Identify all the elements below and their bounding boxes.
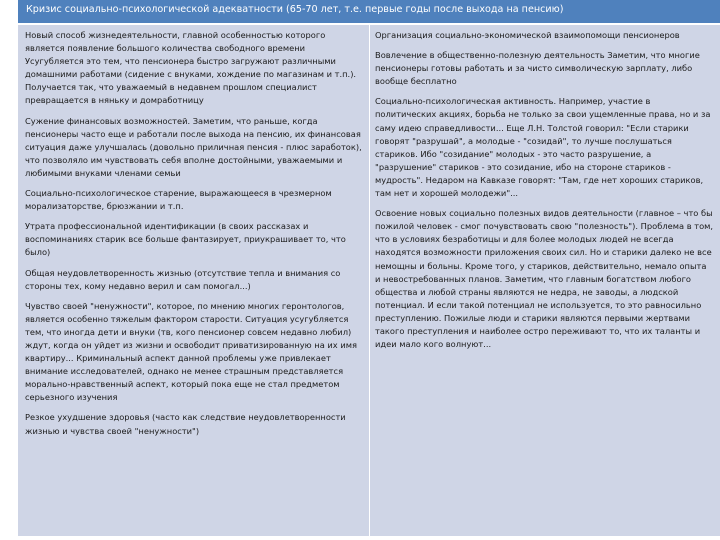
right-column: [370, 25, 720, 536]
left-paragraph: Сужение финансовых возможностей. Заметим, что раньше, когда пенсионеры часто еще и работали после выхода на пенсию, их финансовая ситуация даже улучшалась (довольно приличная пенсия - плюс заработок), что позволяло им чувствовать себя вполне достойными, уважаемыми и любимыми внуками членами семьи: [25, 115, 362, 178]
right-paragraph: Организация социально-экономической взаимопомощи пенсионеров: [375, 30, 680, 40]
left-column: [18, 25, 369, 536]
slide-title: Кризис социально-психологической адекватности (65-70 лет, т.е. первые годы после выхода на пенсию): [18, 0, 720, 24]
right-paragraph: Социально-психологическая активность. Например, участие в политических акциях, борьба не только за свои ущемленные права, но и за саму идею справедливости... Еще Л.Н. Толстой говорил: "Если старики говорят "разрушай", а молодые - "созидай", то лучше послушаться стариков. Ибо "созидание" молодых - это часто разрушение, а "разрушение" стариков - это созидание, ибо на стороне стариков - мудрость". Недаром на Кавказе говорят: "Там, где нет хороших стариков, там нет и хорошей молодежи"...: [375, 96, 711, 199]
left-paragraph: Общая неудовлетворенность жизнью (отсутствие тепла и внимания со стороны тех, кому недавно верил и сам помогал...): [25, 267, 341, 291]
left-paragraph: Социально-психологическое старение, выражающееся в чрезмерном морализаторстве, брюзжании и т.п.: [25, 188, 332, 212]
right-paragraph: Освоение новых социально полезных видов деятельности (главное – что бы пожилой человек - смог почувствовать свою "полезность"). Проблема в том, что в условиях безработицы и для более молодых людей не всегда находятся возможности приложения своих сил. Но и старики далеко не все немощны и больны. Кроме того, у стариков, действительно, немало опыта и невостребованных планов. Заметим, что главным богатством любого общества и любой страны являются не недра, не заводы, а людской потенциал. И если такой потенциал не используется, то это равносильно преступлению. Пожилые люди и старики являются первыми жертвами такого преступления и наиболее остро переживают то, что их таланты и идеи мало кого волнуют...: [375, 208, 714, 350]
left-paragraph: Утрата профессиональной идентификации (в своих рассказах и воспоминаниях старик все больше фантазирует, приукрашивает то, что было): [25, 221, 346, 258]
right-paragraph: Вовлечение в общественно-полезную деятельность Заметим, что многие пенсионеры готовы работать и за чисто символическую зарплату, либо вообще бесплатно: [375, 50, 700, 87]
left-paragraph: Чувство своей "ненужности", которое, по мнению многих геронтологов, является особенно тяжелым фактором старости. Ситуация усугубляется тем, что иногда дети и внуки (тв, кого пенсионер совсем недавно любил) ждут, когда он уйдет из жизни и освободит приватизированную на их имя квартиру... Криминальный аспект данной проблемы уже привлекает внимание исследователей, однако не менее страшным представляется морально-нравственный аспект, который пока еще не стал предметом серьезного изучения: [25, 300, 357, 403]
left-paragraph: Новый способ жизнедеятельности, главной особенностью которого является появление большого количества свободного времени Усугубляется это тем, что пенсионера быстро загружают различными домашними работами (сидение с внуками, хождение по магазинам и т.п.). Получается так, что уважаемый в недавнем прошлом специалист превращается в няньку и домработницу: [25, 30, 357, 106]
left-paragraph: Резкое ухудшение здоровья (часто как следствие неудовлетворенности жизнью и чувства своей "ненужности"): [25, 412, 346, 436]
